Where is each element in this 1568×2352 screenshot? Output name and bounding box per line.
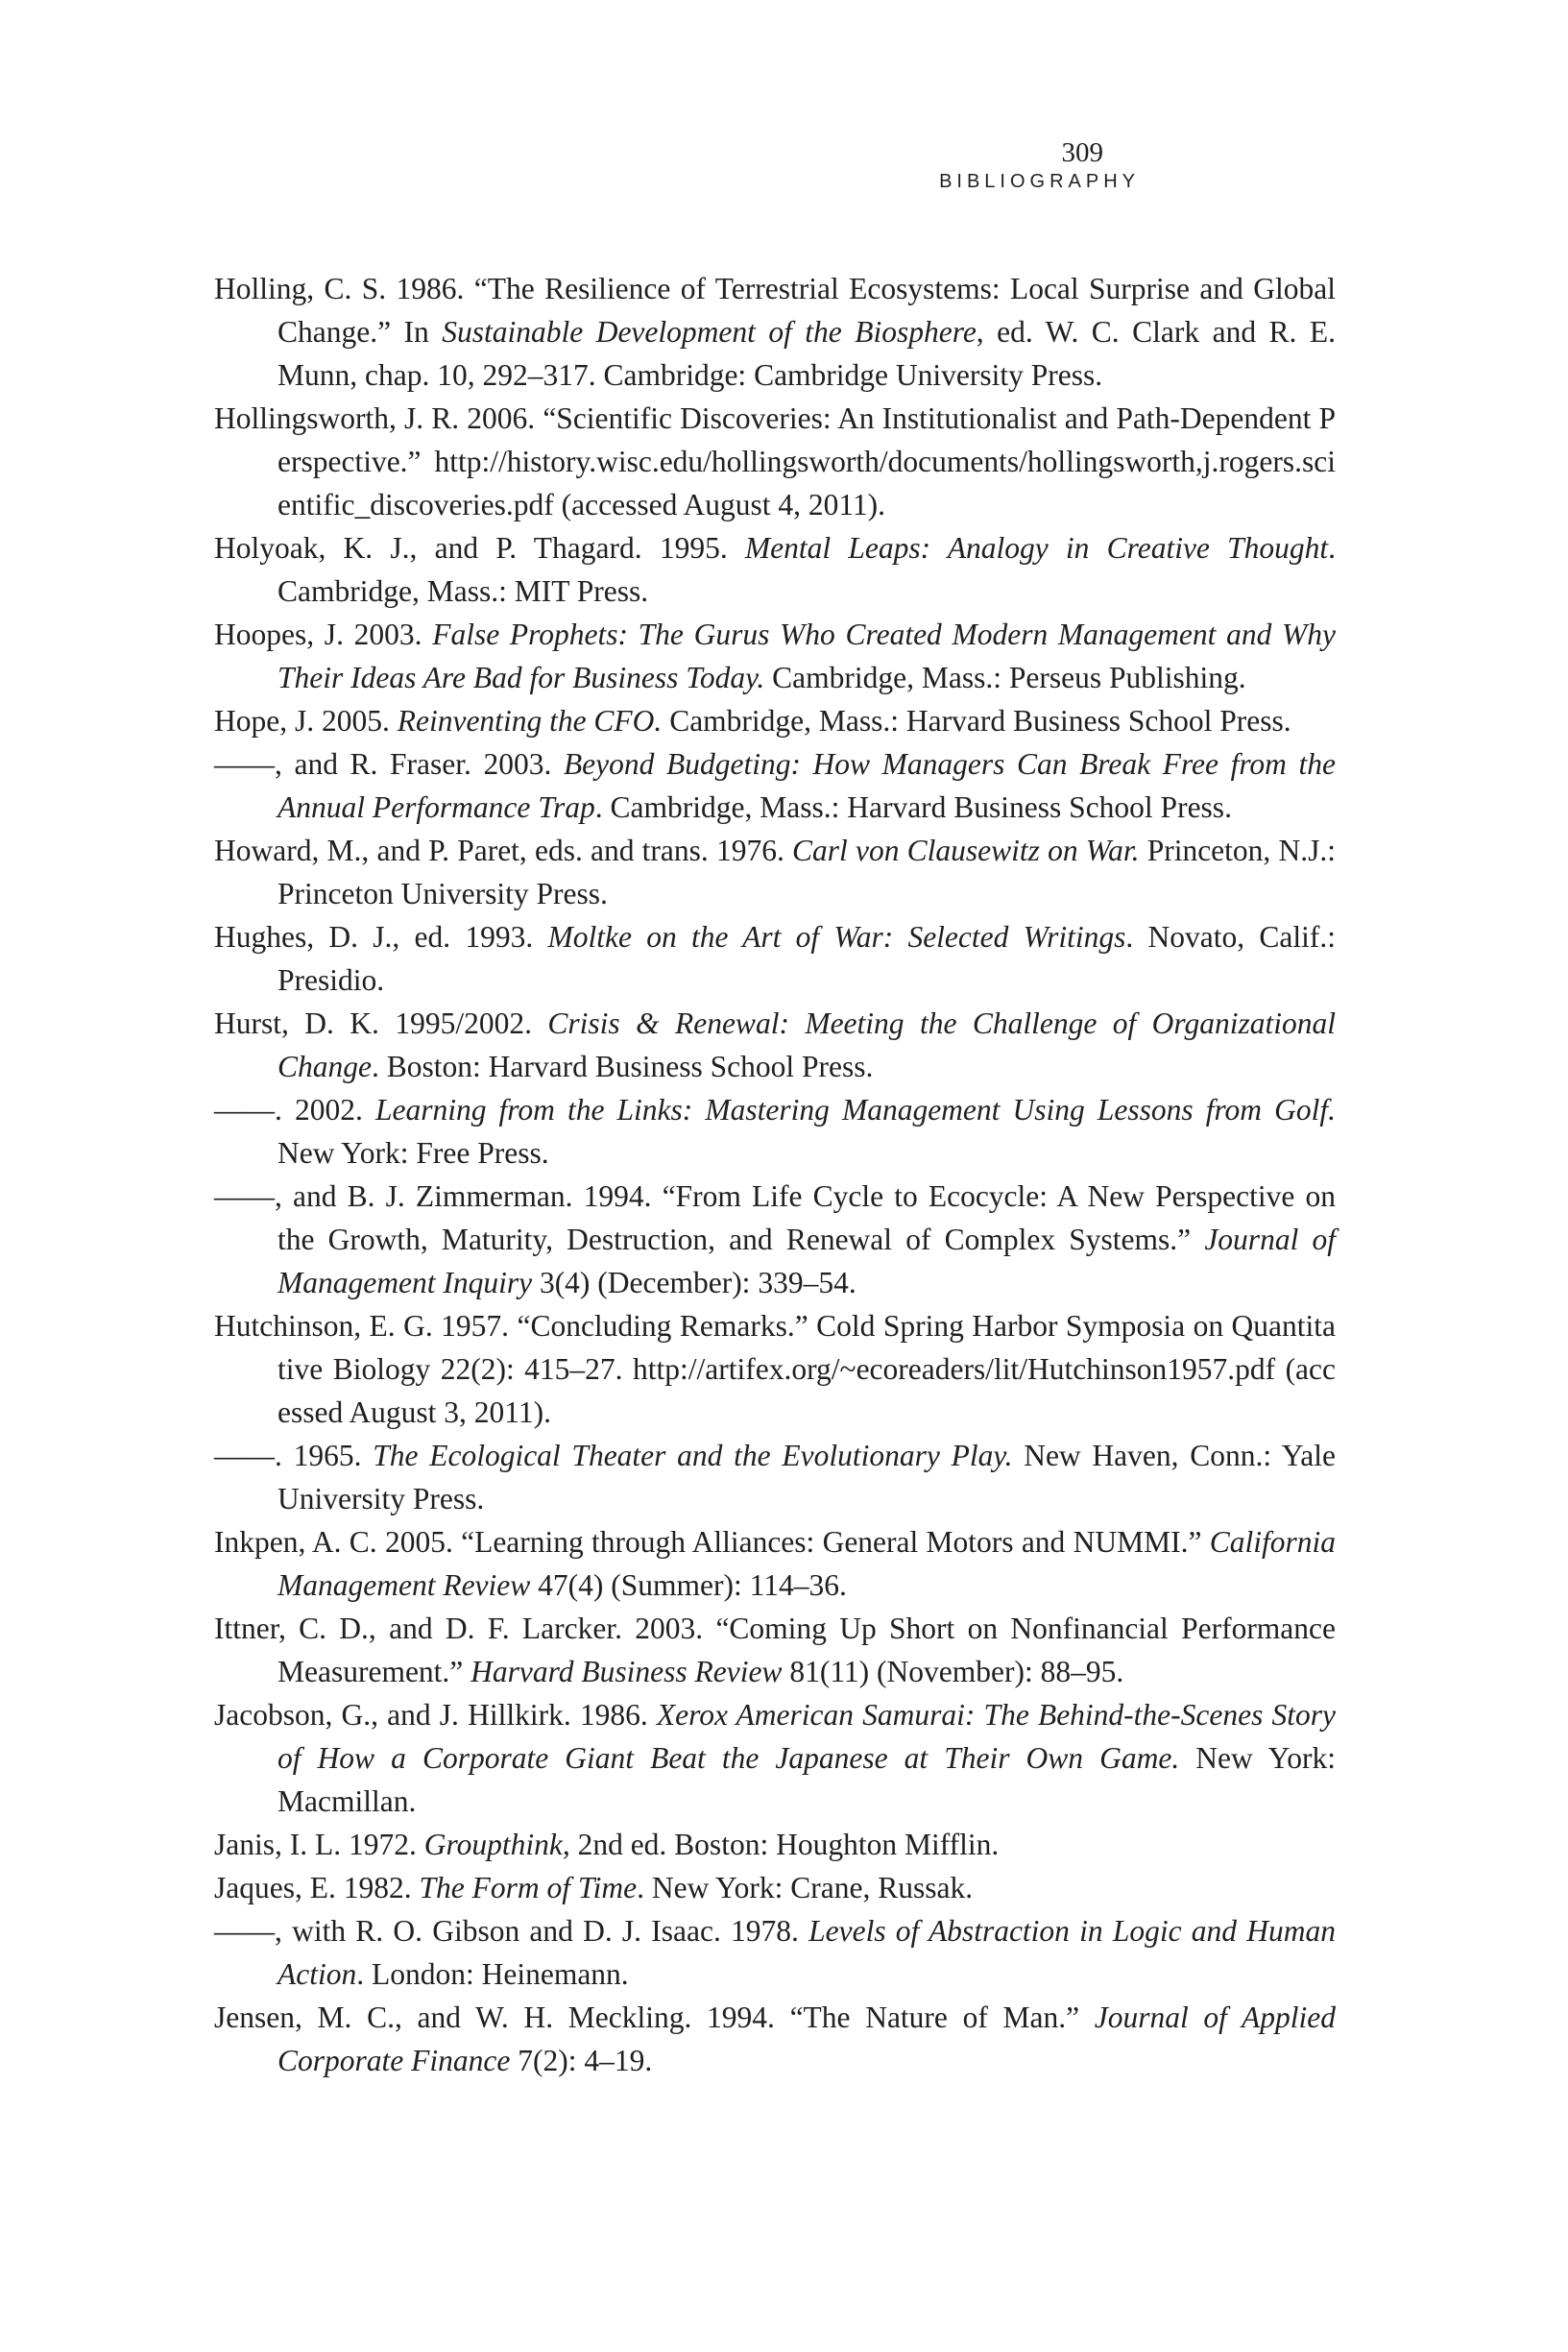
entry-title: False Prophets: The Gurus Who Created Modern Management and Why Their Ideas Are Bad for Business Today. xyxy=(277,618,1336,694)
entry-text: Inkpen, A. C. 2005. “Learning through Alliances: General Motors and NUMMI.” xyxy=(214,1525,1210,1559)
entry-text: New Haven, Conn.: Yale University Press. xyxy=(277,1439,1337,1515)
bibliography-entry xyxy=(214,1520,1336,1607)
entry-text: New York: Free Press. xyxy=(277,1136,549,1170)
entry-text: Holyoak, K. J., and P. Thagard. 1995. xyxy=(214,531,745,565)
bibliography-entry xyxy=(214,1088,1336,1175)
bibliography-entry xyxy=(214,1823,1336,1866)
bibliography-entry xyxy=(214,613,1336,699)
entry-title: Harvard Business Review xyxy=(470,1655,783,1688)
bibliography-entry xyxy=(214,699,1336,742)
entry-text: Hollingsworth, J. R. 2006. “Scientific Discoveries: An Institutionalist and Path-Dependent Perspective.” http://history.wisc.edu/hollingsworth/documents/hollingsworth,j.rogers.scientific_discoveries.pdf (accessed August 4, 2011). xyxy=(214,401,1336,521)
running-head xyxy=(756,136,1140,194)
bibliography-entry xyxy=(214,1304,1336,1434)
entry-title: The Form of Time xyxy=(419,1871,638,1904)
entry-title: California Management Review xyxy=(277,1525,1336,1602)
entry-text: . Cambridge, Mass.: MIT Press. xyxy=(277,531,1337,608)
entry-text: Jaques, E. 1982. xyxy=(214,1871,420,1904)
entry-text: Cambridge, Mass.: Harvard Business School Press. xyxy=(662,704,1291,738)
entry-text: 81(11) (November): 88–95. xyxy=(782,1655,1124,1688)
entry-text: . London: Heinemann. xyxy=(356,1957,629,1991)
bibliography-entry xyxy=(214,1866,1336,1909)
bibliography-entry xyxy=(214,1175,1336,1304)
entry-title: Crisis & Renewal: Meeting the Challenge of Organizational Change xyxy=(277,1006,1336,1083)
bibliography-entry xyxy=(214,1996,1336,2082)
bibliography-entry xyxy=(214,1693,1336,1823)
bibliography-entry xyxy=(214,1607,1336,1693)
entry-title: Reinventing the CFO. xyxy=(397,704,663,738)
entry-text: ——. 2002. xyxy=(214,1093,375,1127)
bibliography-entry xyxy=(214,397,1336,526)
entry-text: Cambridge, Mass.: Perseus Publishing. xyxy=(764,661,1246,694)
entry-text: Princeton, N.J.: Princeton University Press. xyxy=(277,834,1336,910)
entry-text: 3(4) (December): 339–54. xyxy=(532,1266,856,1299)
bibliography-list xyxy=(214,267,1336,2082)
entry-title: Journal of Applied Corporate Finance xyxy=(277,2000,1336,2077)
entry-text: ——, and B. J. Zimmerman. 1994. “From Life Cycle to Ecocycle: A New Perspective on the Growth, Maturity, Destruction, and Renewal of Complex Systems.” xyxy=(214,1179,1336,1256)
entry-text: Howard, M., and P. Paret, eds. and trans. 1976. xyxy=(214,834,793,867)
entry-text: , 2nd ed. Boston: Houghton Mifflin. xyxy=(562,1828,1000,1861)
entry-text: ——. 1965. xyxy=(214,1439,374,1472)
bibliography-entry xyxy=(214,829,1336,915)
entry-title: Xerox American Samurai: The Behind-the-Scenes Story of How a Corporate Giant Beat the Japanese at Their Own Game. xyxy=(277,1698,1336,1775)
entry-title: Mental Leaps: Analogy in Creative Thought xyxy=(744,531,1329,565)
entry-title: Carl von Clausewitz on War. xyxy=(792,834,1140,867)
entry-title: Moltke on the Art of War: Selected Writings xyxy=(547,920,1126,954)
entry-title: Journal of Management Inquiry xyxy=(277,1223,1336,1299)
entry-text: Hughes, D. J., ed. 1993. xyxy=(214,920,548,954)
bibliography-entry xyxy=(214,742,1336,829)
entry-text: Jensen, M. C., and W. H. Meckling. 1994. “The Nature of Man.” xyxy=(214,2000,1095,2034)
entry-text: ——, and R. Fraser. 2003. xyxy=(214,747,564,781)
entry-text: Janis, I. L. 1972. xyxy=(214,1828,424,1861)
bibliography-entry xyxy=(214,1434,1336,1520)
entry-title: Beyond Budgeting: How Managers Can Break Free from the Annual Performance Trap xyxy=(277,747,1336,824)
entry-text: , ed. W. C. Clark and R. E. Munn, chap. 10, 292–317. Cambridge: Cambridge University Press. xyxy=(277,315,1336,392)
entry-title: Learning from the Links: Mastering Management Using Lessons from Golf. xyxy=(374,1093,1337,1127)
entry-text: ——, with R. O. Gibson and D. J. Isaac. 1978. xyxy=(214,1914,809,1948)
page-number: 309 xyxy=(1061,137,1103,168)
bibliography-entry xyxy=(214,267,1336,397)
entry-text: Hope, J. 2005. xyxy=(214,704,398,738)
entry-text: Hoopes, J. 2003. xyxy=(214,618,433,651)
entry-text: Jacobson, G., and J. Hillkirk. 1986. xyxy=(214,1698,657,1732)
entry-title: Sustainable Development of the Biosphere xyxy=(442,315,977,349)
entry-text: . Boston: Harvard Business School Press. xyxy=(372,1050,874,1083)
entry-text: 47(4) (Summer): 114–36. xyxy=(530,1568,847,1602)
entry-text: Hurst, D. K. 1995/2002. xyxy=(214,1006,548,1040)
bibliography-entry xyxy=(214,526,1336,613)
bibliography-entry xyxy=(214,1909,1336,1996)
entry-text: . Novato, Calif.: Presidio. xyxy=(277,920,1336,997)
bibliography-entry xyxy=(214,915,1336,1002)
entry-text: Ittner, C. D., and D. F. Larcker. 2003. “Coming Up Short on Nonfinancial Performance Measurement.” xyxy=(214,1612,1336,1688)
entry-text: . Cambridge, Mass.: Harvard Business School Press. xyxy=(594,790,1232,824)
bibliography-entry xyxy=(214,1002,1336,1088)
entry-text: Holling, C. S. 1986. “The Resilience of Terrestrial Ecosystems: Local Surprise and Global Change.” In xyxy=(214,272,1336,349)
entry-title: Groupthink xyxy=(423,1828,563,1861)
entry-text: . New York: Crane, Russak. xyxy=(637,1871,974,1904)
entry-title: The Ecological Theater and the Evolutionary Play. xyxy=(373,1439,1013,1472)
entry-text: New York: Macmillan. xyxy=(277,1741,1336,1818)
entry-title: Levels of Abstraction in Logic and Human Action xyxy=(277,1914,1336,1991)
section-title: BIBLIOGRAPHY xyxy=(939,171,1140,192)
entry-text: 7(2): 4–19. xyxy=(510,2044,653,2077)
entry-text: Hutchinson, E. G. 1957. “Concluding Remarks.” Cold Spring Harbor Symposia on Quantitative Biology 22(2): 415–27. http://artifex.org/~ecoreaders/lit/Hutchinson1957.pdf (accessed August 3, 2011). xyxy=(214,1309,1336,1429)
